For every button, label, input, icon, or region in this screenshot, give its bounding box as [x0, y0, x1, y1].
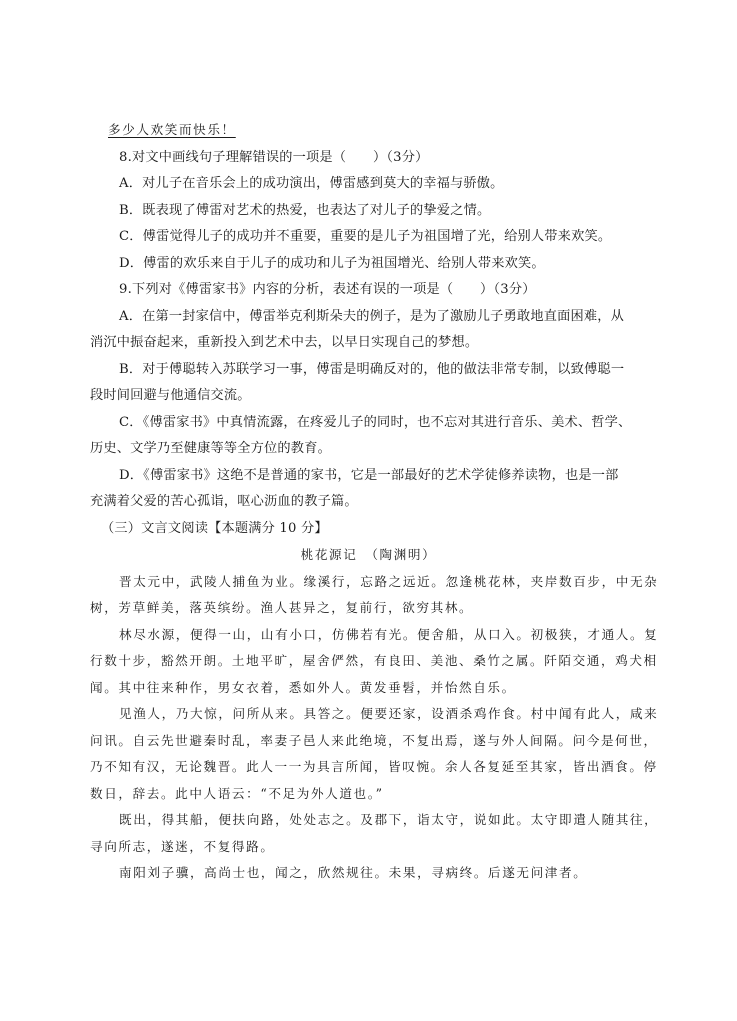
question-9-option-a-line-2: 消沉中振奋起来，重新投入到艺术中去，以早日实现自己的梦想。 — [90, 335, 479, 350]
passage-p3-line-2: 问讯。自云先世避秦时乱，率妻子邑人来此绝境，不复出焉，遂与外人间隔。问今是何世， — [90, 733, 658, 748]
question-9-option-a-line-1: A．在第一封家信中，傅雷举克利斯朵夫的例子，是为了激励儿子勇敢地直面困难，从 — [119, 309, 625, 324]
question-8-option-c: C．傅雷觉得儿子的成功并不重要，重要的是儿子为祖国增了光，给别人带来欢笑。 — [119, 229, 612, 244]
passage-p2-line-2: 行数十步，豁然开朗。土地平旷，屋舍俨然，有良田、美池、桑竹之属。阡陌交通，鸡犬相 — [90, 653, 658, 668]
question-9-option-c-line-2: 历史、文学乃至健康等等全方位的教育。 — [90, 441, 331, 456]
question-9-option-c-line-1: C．《傅雷家书》中真情流露，在疼爱儿子的同时，也不忘对其进行音乐、美术、哲学、 — [119, 415, 632, 430]
passage-p2-line-3: 闻。其中往来种作，男女衣着，悉如外人。黄发垂髫，并怡然自乐。 — [90, 680, 516, 695]
question-9-option-d-line-1: D．《傅雷家书》这绝不是普通的家书，它是一部最好的艺术学徒修养读物，也是一部 — [119, 468, 619, 483]
question-8-option-a: A．对儿子在音乐会上的成功演出，傅雷感到莫大的幸福与骄傲。 — [119, 176, 504, 191]
question-9-option-b-line-2: 段时间回避与他通信交流。 — [90, 388, 251, 403]
question-9-stem: 9.下列对《傅雷家书》内容的分析，表述有误的一项是（ ）（3分） — [119, 282, 536, 297]
question-9-option-b-line-1: B．对于傅聪转入苏联学习一事，傅雷是明确反对的，他的做法非常专制，以致傅聪一 — [119, 362, 625, 377]
section-3-heading: （三）文言文阅读【本题满分 10 分】 — [101, 521, 328, 536]
passage-p1-line-1: 晋太元中，武陵人捕鱼为业。缘溪行，忘路之远近。忽逢桃花林，夹岸数百步，中无杂 — [119, 574, 659, 589]
passage-p4-line-1: 既出，得其船，便扶向路，处处志之。及郡下，诣太守，说如此。太守即遣人随其往， — [119, 812, 659, 827]
passage-p3-line-3: 乃不知有汉，无论魏晋。此人一一为具言所闻，皆叹惋。余人各复延至其家，皆出酒食。停 — [90, 759, 658, 774]
passage-title: 桃花源记 （陶渊明） — [300, 547, 437, 562]
question-8-stem: 8.对文中画线句子理解错误的一项是（ ）（3分） — [119, 150, 429, 165]
prev-passage-underlined-tail: 多少人欢笑而快乐！ — [108, 122, 236, 137]
question-8-option-b: B．既表现了傅雷对艺术的热爱，也表达了对儿子的挚爱之情。 — [119, 203, 491, 218]
question-8-option-d: D．傅雷的欢乐来自于儿子的成功和儿子为祖国增光、给别人带来欢笑。 — [119, 256, 545, 271]
passage-p3-line-1: 见渔人，乃大惊，问所从来。具答之。便要还家，设酒杀鸡作食。村中闻有此人，咸来 — [119, 706, 659, 721]
passage-p3-line-4: 数日，辞去。此中人语云：“不足为外人道也。” — [90, 786, 384, 801]
passage-p4-line-2: 寻向所志，遂迷，不复得路。 — [90, 839, 275, 854]
question-9-option-d-line-2: 充满着父爱的苦心孤诣，呕心沥血的教子篇。 — [90, 494, 358, 509]
passage-p5-line-1: 南阳刘子骥，高尚士也，闻之，欣然规往。未果，寻病终。后遂无问津者。 — [119, 865, 588, 880]
passage-p1-line-2: 树，芳草鲜美，落英缤纷。渔人甚异之，复前行，欲穷其林。 — [90, 600, 474, 615]
passage-p2-line-1: 林尽水源，便得一山，山有小口，仿佛若有光。便舍船，从口入。初极狭，才通人。复 — [119, 627, 659, 642]
